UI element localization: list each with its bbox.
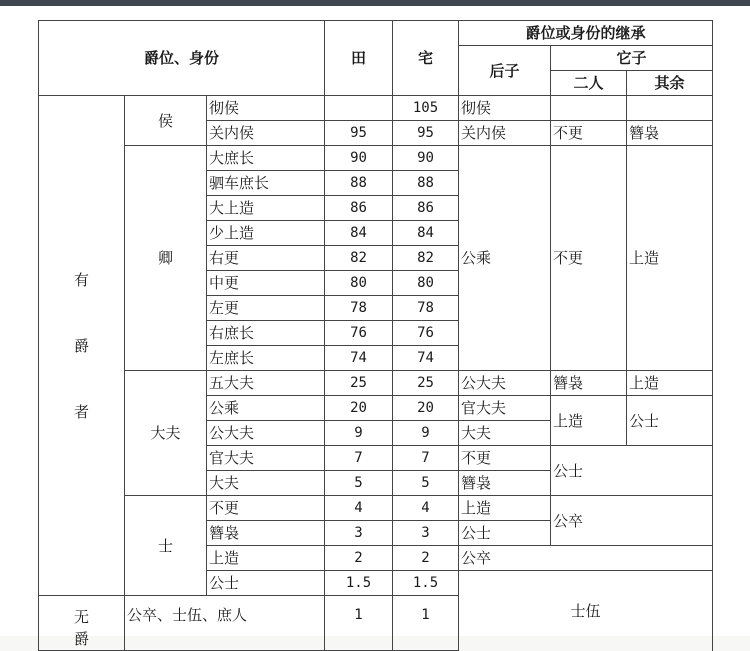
field-cell: 4 [325, 496, 393, 521]
rank-cell: 左庶长 [207, 346, 325, 371]
rank-cell: 公大夫 [207, 421, 325, 446]
house-cell: 1 [393, 596, 459, 651]
house-cell: 88 [393, 171, 459, 196]
rank-cell: 大上造 [207, 196, 325, 221]
field-cell: 2 [325, 546, 393, 571]
qing-heir-cell: 公乘 [459, 146, 551, 371]
rank-cell: 五大夫 [207, 371, 325, 396]
house-cell: 105 [393, 96, 459, 121]
field-cell: 5 [325, 471, 393, 496]
df-rest-cell: 公士 [627, 396, 713, 446]
rank-cell: 右更 [207, 246, 325, 271]
rank-cell: 簪袅 [207, 521, 325, 546]
header-two: 二人 [551, 71, 627, 96]
house-cell: 20 [393, 396, 459, 421]
field-cell: 74 [325, 346, 393, 371]
house-cell: 1.5 [393, 571, 459, 596]
heir-cell: 簪袅 [459, 471, 551, 496]
rank-cell: 驷车庶长 [207, 171, 325, 196]
field-cell: 3 [325, 521, 393, 546]
heir-cell: 关内侯 [459, 121, 551, 146]
field-cell: 25 [325, 371, 393, 396]
wujue-inherit-cell: 士伍 [459, 571, 713, 651]
rank-cell: 上造 [207, 546, 325, 571]
field-cell: 1 [325, 596, 393, 651]
header-inherit: 爵位或身份的继承 [459, 21, 713, 46]
field-cell [325, 96, 393, 121]
field-cell: 76 [325, 321, 393, 346]
house-cell: 9 [393, 421, 459, 446]
header-other-sons: 它子 [551, 46, 713, 71]
rank-cell: 中更 [207, 271, 325, 296]
heir-cell: 公大夫 [459, 371, 551, 396]
group-daifu: 大夫 [125, 371, 207, 496]
table-row [39, 371, 713, 396]
rank-inheritance-table [38, 20, 713, 651]
group-hou: 侯 [125, 96, 207, 146]
house-cell: 3 [393, 521, 459, 546]
rank-cell: 大庶长 [207, 146, 325, 171]
house-cell: 7 [393, 446, 459, 471]
field-cell: 9 [325, 421, 393, 446]
heir-cell: 公卒 [459, 546, 713, 571]
rank-cell: 少上造 [207, 221, 325, 246]
field-cell: 20 [325, 396, 393, 421]
heir-cell: 上造 [459, 496, 551, 521]
house-cell: 86 [393, 196, 459, 221]
header-field: 田 [325, 21, 393, 96]
heir-cell: 彻侯 [459, 96, 551, 121]
rank-cell: 大夫 [207, 471, 325, 496]
rank-cell: 公士 [207, 571, 325, 596]
group-wujue: 无 爵 [39, 596, 125, 651]
house-cell: 2 [393, 546, 459, 571]
field-cell: 82 [325, 246, 393, 271]
table-row [39, 496, 713, 521]
rank-cell: 公乘 [207, 396, 325, 421]
house-cell: 76 [393, 321, 459, 346]
house-cell: 84 [393, 221, 459, 246]
two-cell: 不更 [551, 121, 627, 146]
house-cell: 78 [393, 296, 459, 321]
group-shi: 士 [125, 496, 207, 596]
header-heir: 后子 [459, 46, 551, 96]
field-cell: 84 [325, 221, 393, 246]
df-two-cell: 上造 [551, 396, 627, 446]
field-cell: 80 [325, 271, 393, 296]
field-cell: 95 [325, 121, 393, 146]
heir-cell: 不更 [459, 446, 551, 471]
house-cell: 80 [393, 271, 459, 296]
house-cell: 25 [393, 371, 459, 396]
header-row-1 [39, 21, 713, 46]
house-cell: 82 [393, 246, 459, 271]
group-qing: 卿 [125, 146, 207, 371]
rank-cell: 右庶长 [207, 321, 325, 346]
rank-cell: 官大夫 [207, 446, 325, 471]
rank-cell: 左更 [207, 296, 325, 321]
table-row [39, 96, 713, 121]
house-cell: 4 [393, 496, 459, 521]
rank-cell: 公卒、士伍、庶人 [125, 596, 325, 651]
rest-cell: 上造 [627, 371, 713, 396]
rest-cell [627, 96, 713, 121]
two-cell: 簪袅 [551, 371, 627, 396]
house-cell: 74 [393, 346, 459, 371]
qing-two-cell: 不更 [551, 146, 627, 371]
group-youjue: 有 爵 者 [39, 96, 125, 596]
shi-others-cell: 公卒 [551, 496, 713, 546]
house-cell: 5 [393, 471, 459, 496]
rank-cell: 关内侯 [207, 121, 325, 146]
field-cell: 7 [325, 446, 393, 471]
heir-cell: 官大夫 [459, 396, 551, 421]
field-cell: 1.5 [325, 571, 393, 596]
heir-cell: 公士 [459, 521, 551, 546]
field-cell: 90 [325, 146, 393, 171]
rank-cell: 不更 [207, 496, 325, 521]
field-cell: 86 [325, 196, 393, 221]
header-rank: 爵位、身份 [39, 21, 325, 96]
qing-rest-cell: 上造 [627, 146, 713, 371]
header-house: 宅 [393, 21, 459, 96]
rank-cell: 彻侯 [207, 96, 325, 121]
two-cell [551, 96, 627, 121]
house-cell: 95 [393, 121, 459, 146]
table-row [39, 146, 713, 171]
rest-cell: 簪袅 [627, 121, 713, 146]
df-others2-cell: 公士 [551, 446, 713, 496]
header-rest: 其余 [627, 71, 713, 96]
field-cell: 88 [325, 171, 393, 196]
heir-cell: 大夫 [459, 421, 551, 446]
field-cell: 78 [325, 296, 393, 321]
house-cell: 90 [393, 146, 459, 171]
